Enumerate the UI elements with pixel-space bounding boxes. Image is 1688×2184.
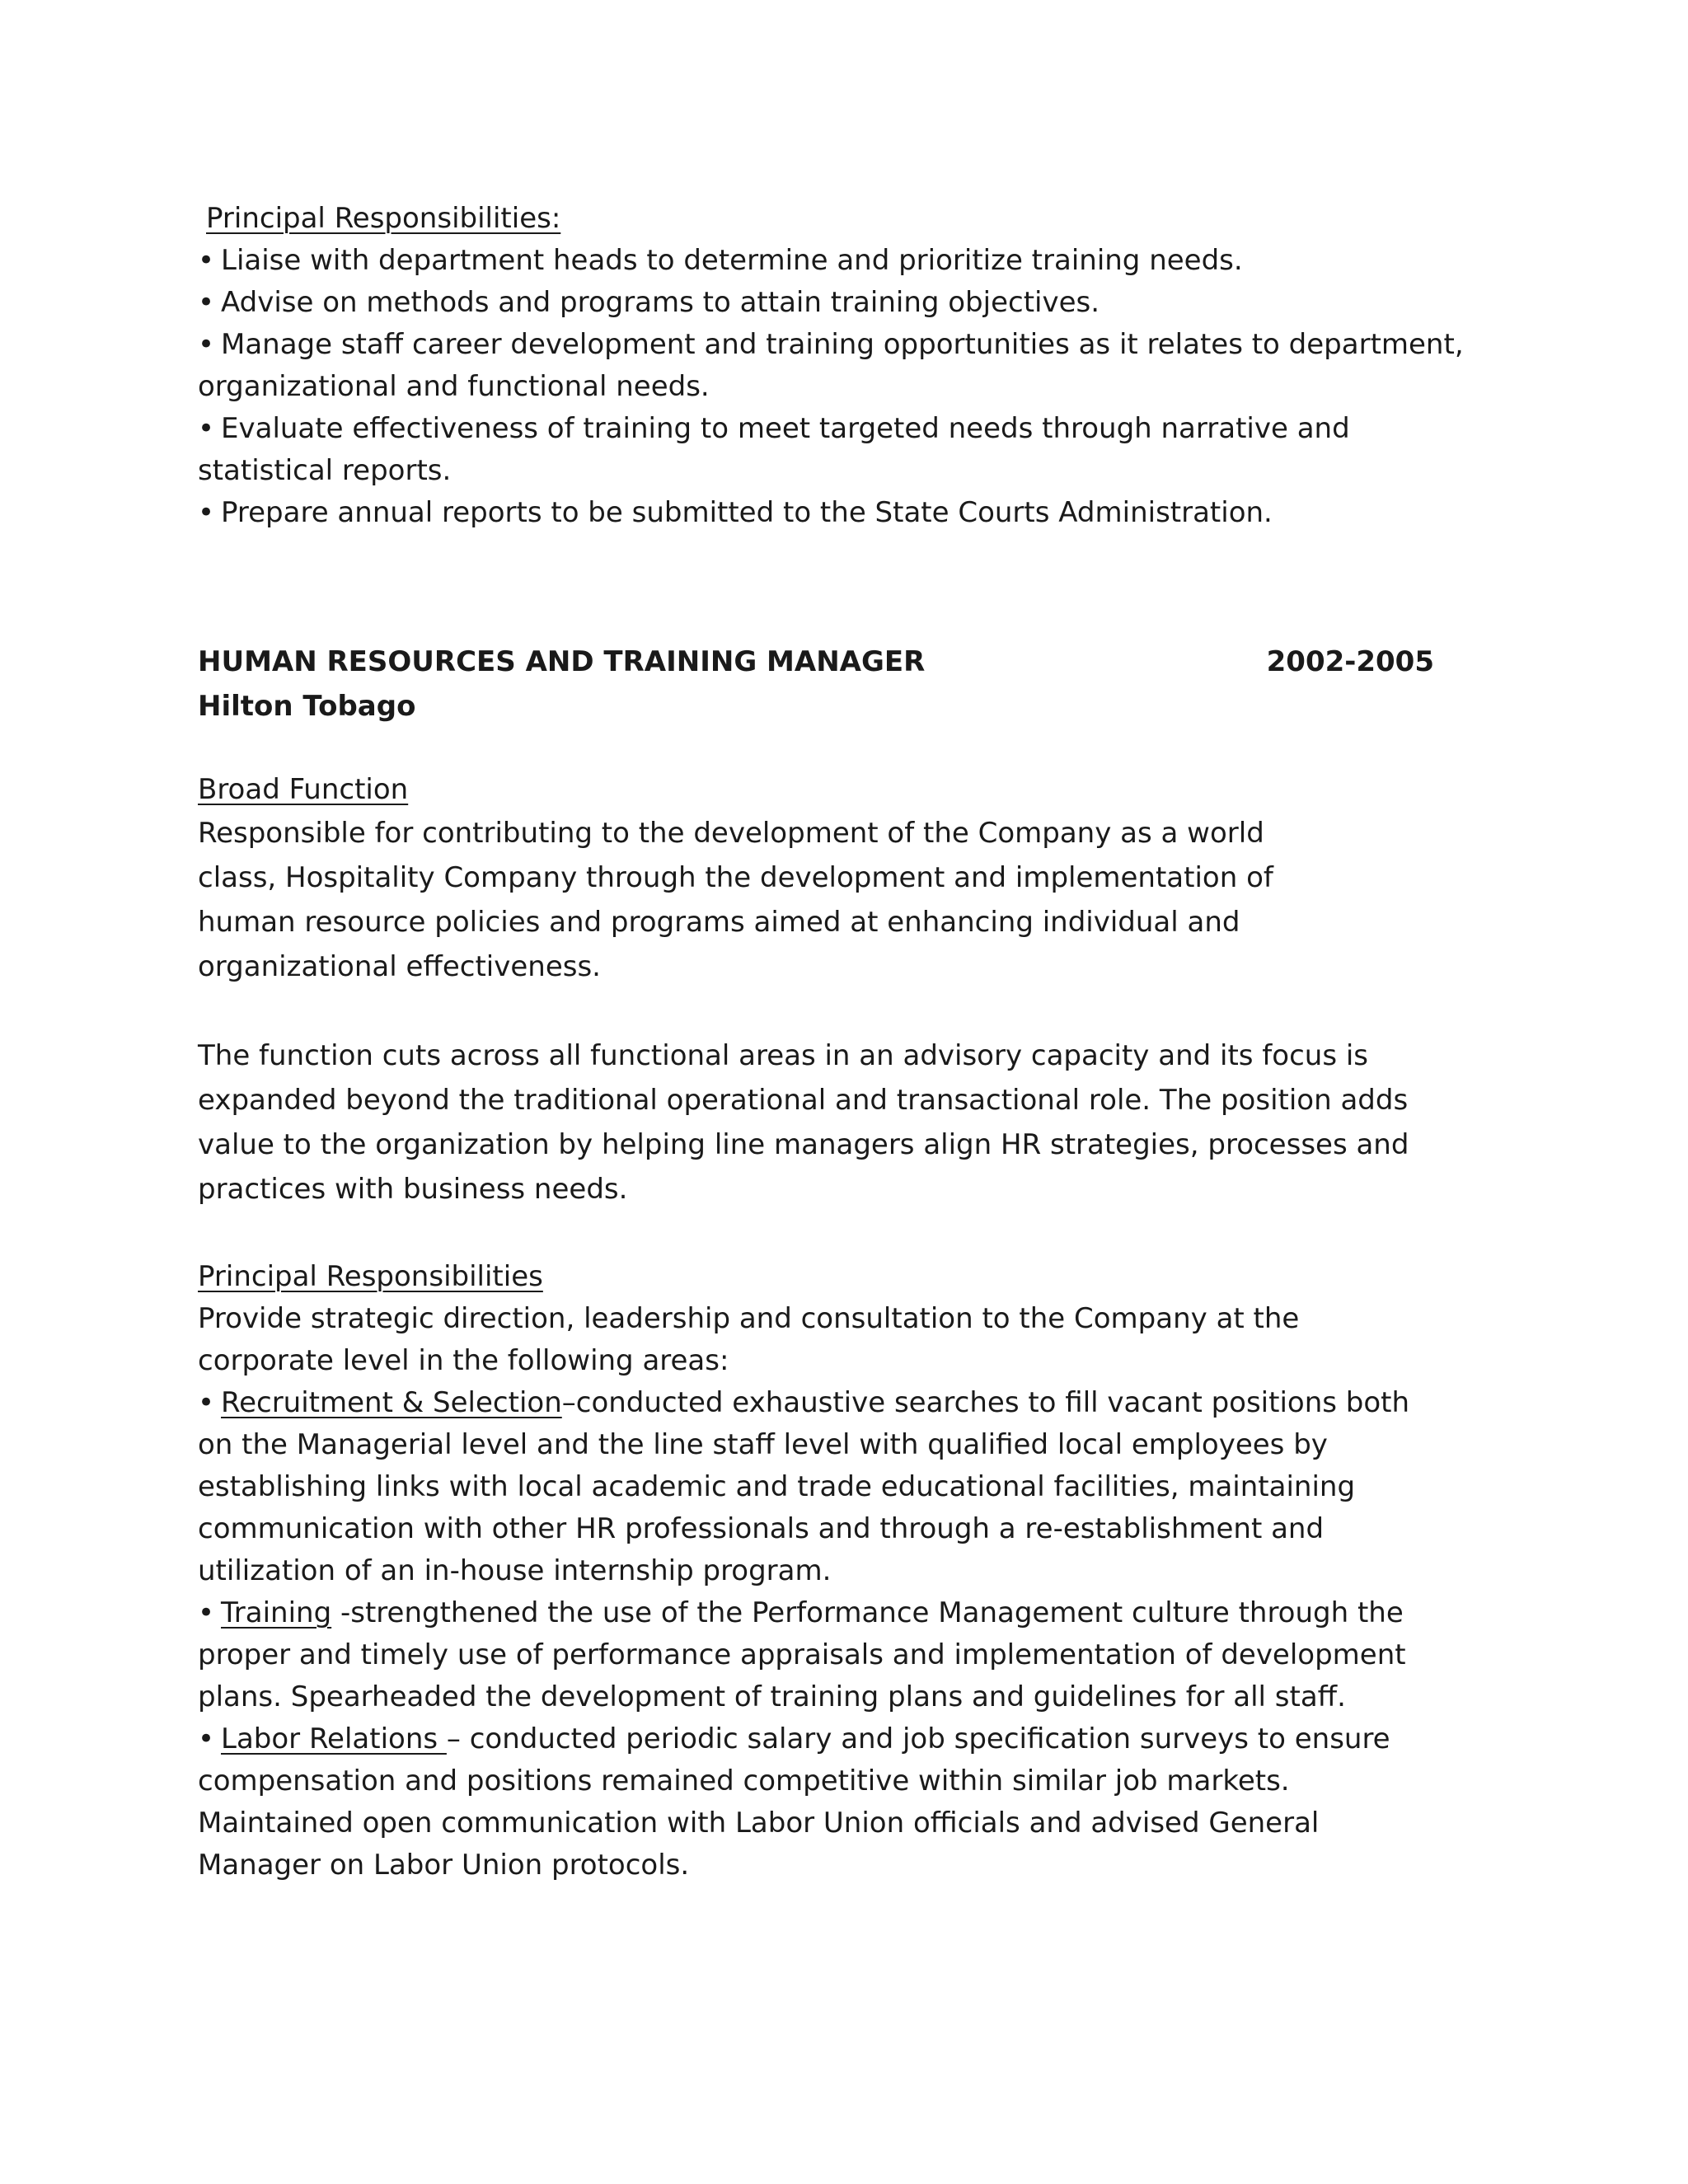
job-title-row (198, 641, 1434, 683)
spacer (198, 989, 1484, 1033)
section1-bullet-list (198, 240, 1484, 534)
bullet-icon: • (198, 1386, 215, 1419)
list-item: • Prepare annual reports to be submitted to the State Courts Administration. (198, 492, 1484, 534)
broad-function-heading: Broad Function (198, 773, 409, 806)
principal-heading: Principal Responsibilities (198, 1260, 543, 1293)
list-item: • Liaise with department heads to determine and prioritize training needs. (198, 240, 1484, 282)
principal-list (198, 1382, 1451, 1886)
broad-function-para2: The function cuts across all functional areas in an advisory capacity and its focus is expanded beyond the traditional operational and transactional role. The position adds value to the organization by helping line managers align HR strategies, processes and practices with business needs. (198, 1039, 1409, 1206)
section1-heading: Principal Responsibilities: (206, 202, 561, 235)
resume-content (198, 198, 1484, 1886)
item-label: Recruitment & Selection (221, 1386, 562, 1419)
bullet-icon: • (198, 244, 215, 277)
bullet-icon: • (198, 412, 215, 445)
bullet-icon: • (198, 286, 215, 319)
list-item: • Advise on methods and programs to attain training objectives. (198, 282, 1484, 324)
spacer (198, 728, 1484, 769)
list-item: • Evaluate effectiveness of training to meet targeted needs through narrative and statistical reports. (198, 408, 1484, 492)
bullet-icon: • (198, 1722, 215, 1755)
item-label: Training (221, 1596, 332, 1629)
spacer (198, 1212, 1484, 1256)
list-item: • Labor Relations – conducted periodic salary and job specification surveys to ensure compensation and positions remained competitive within similar job markets. Maintained open communication with Labor Union officials and advised General Manager on Labor Union protocols. (198, 1718, 1451, 1886)
bullet-icon: • (198, 1596, 215, 1629)
principal-intro: Provide strategic direction, leadership and consultation to the Company at the corporate level in the following areas: (198, 1302, 1300, 1377)
bullet-icon: • (198, 328, 215, 361)
employer-name: Hilton Tobago (198, 690, 416, 723)
list-item: • Manage staff career development and training opportunities as it relates to department, organizational and functional needs. (198, 324, 1484, 408)
item-label: Labor Relations (221, 1722, 447, 1755)
spacer (198, 534, 1484, 616)
bullet-icon: • (198, 496, 215, 529)
job-dates: 2002-2005 (1266, 645, 1434, 678)
list-item: • Recruitment & Selection–conducted exhaustive searches to fill vacant positions both on the Managerial level and the line staff level with qualified local employees by establishing links with local academic and trade educational facilities, maintaining communication with other HR professionals and through a re-establishment and utilization of an in-house internship program. (198, 1382, 1451, 1592)
job-title: HUMAN RESOURCES AND TRAINING MANAGER (198, 645, 926, 678)
list-item: • Training -strengthened the use of the Performance Management culture through the proper and timely use of performance appraisals and implementation of development plans. Spearheaded the development of training plans and guidelines for all staff. (198, 1592, 1451, 1718)
broad-function-para1: Responsible for contributing to the development of the Company as a world class, Hospitality Company through the development and implementation of human resource policies and programs aimed at enhancing individual and organizational effectiveness. (198, 817, 1273, 983)
